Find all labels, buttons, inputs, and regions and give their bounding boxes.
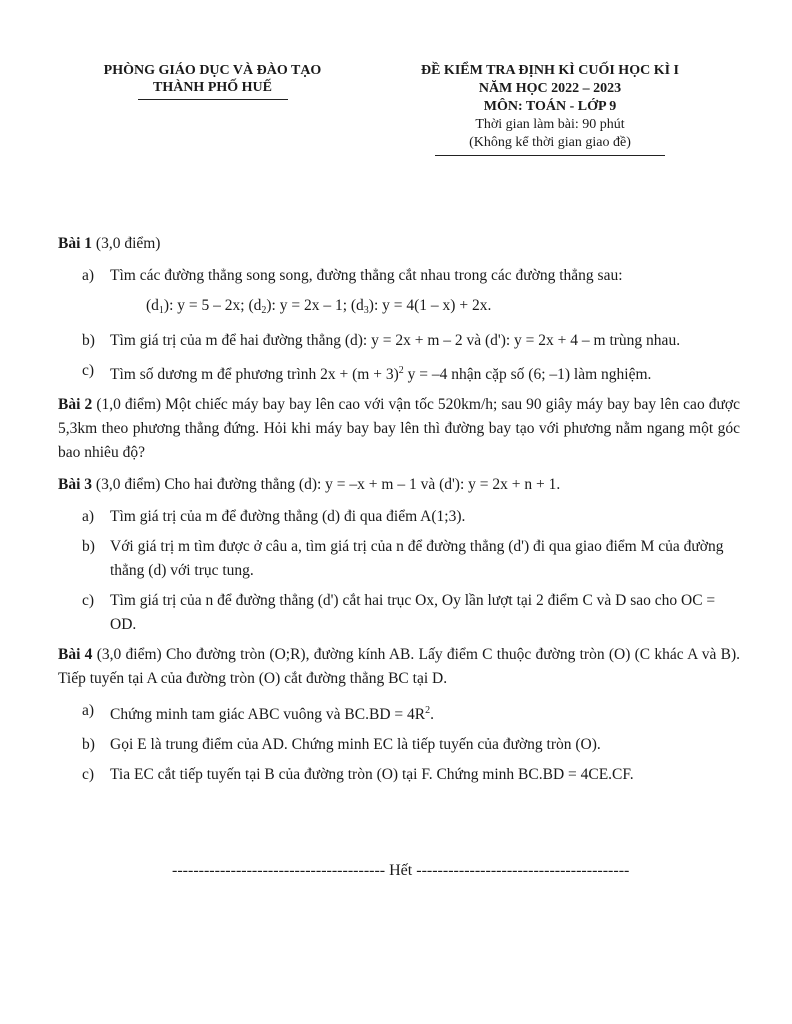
item-label: b) bbox=[82, 736, 95, 753]
problem-4a-text-end: . bbox=[430, 706, 434, 723]
problem-4c-text: Tia EC cắt tiếp tuyến tại B của đường tròn (O) tại F. Chứng minh BC.BD = 4CE.CF. bbox=[110, 766, 634, 783]
problem-1a-text: Tìm các đường thẳng song song, đường thẳng cắt nhau trong các đường thẳng sau: bbox=[110, 267, 623, 284]
problem-3b-text: Với giá trị m tìm được ở câu a, tìm giá trị của n để đường thẳng (d') đi qua giao điểm M của đường thẳng (d) với trục tung. bbox=[110, 538, 724, 579]
item-label: a) bbox=[82, 508, 95, 525]
problem-4b bbox=[58, 733, 740, 757]
problem-3a bbox=[58, 505, 740, 529]
item-label: b) bbox=[82, 332, 95, 349]
problem-4 bbox=[58, 643, 740, 691]
problem-1 bbox=[58, 232, 740, 256]
school-header bbox=[70, 62, 355, 100]
problem-2-text: (1,0 điểm) Một chiếc máy bay bay lên cao với vận tốc 520km/h; sau 90 giây máy bay bay lên cao được 5,3km theo phương thẳng đứng. Hỏi khi máy bay bay lên thì đường bay tạo với phương nằm ngang một góc bao nhiêu độ? bbox=[58, 396, 740, 461]
problem-4b-text: Gọi E là trung điểm của AD. Chứng minh EC là tiếp tuyến của đường tròn (O). bbox=[110, 736, 601, 753]
dash-line-right: ---------------------------------------- bbox=[416, 862, 630, 879]
problem-3c-text: Tìm giá trị của n để đường thẳng (d') cắt hai trục Ox, Oy lần lượt tại 2 điểm C và D sao cho OC = OD. bbox=[110, 592, 716, 633]
problem-1a-equations bbox=[58, 294, 740, 323]
problem-1-title: Bài 1 bbox=[58, 235, 93, 252]
end-marker bbox=[172, 862, 630, 880]
exam-header bbox=[390, 62, 710, 156]
exam-content bbox=[58, 232, 740, 793]
school-year: NĂM HỌC 2022 – 2023 bbox=[478, 81, 622, 96]
eq-subscript: 2 bbox=[261, 305, 267, 316]
time-note: (Không kể thời gian giao đề) bbox=[469, 135, 631, 150]
item-label: b) bbox=[82, 538, 95, 555]
time-limit: Thời gian làm bài: 90 phút bbox=[475, 117, 625, 132]
problem-1c bbox=[58, 359, 740, 387]
problem-4c bbox=[58, 763, 740, 787]
problem-4-title: Bài 4 bbox=[58, 646, 93, 663]
problem-3-text: (3,0 điểm) Cho hai đường thẳng (d): y = –x + m – 1 và (d'): y = 2x + n + 1. bbox=[95, 476, 561, 493]
problem-4a bbox=[58, 699, 740, 727]
problem-1b bbox=[58, 329, 740, 353]
problem-3b bbox=[58, 535, 740, 583]
problem-2 bbox=[58, 393, 740, 465]
problem-3a-text: Tìm giá trị của m để đường thẳng (d) đi qua điểm A(1;3). bbox=[110, 508, 466, 525]
item-label: a) bbox=[82, 267, 95, 284]
eq-text: ): y = 2x – 1; (d bbox=[266, 297, 364, 314]
end-text: Hết bbox=[385, 862, 417, 879]
eq-text: ): y = 4(1 – x) + 2x. bbox=[368, 297, 492, 314]
header-left-underline bbox=[138, 99, 288, 100]
eq-text: ): y = 5 – 2x; (d bbox=[163, 297, 262, 314]
problem-3 bbox=[58, 473, 740, 497]
problem-4-text: (3,0 điểm) Cho đường tròn (O;R), đường kính AB. Lấy điểm C thuộc đường tròn (O) (C khác A và B). Tiếp tuyến tại A của đường tròn (O) cắt đường thẳng BC tại D. bbox=[58, 646, 740, 687]
dash-line-left: ---------------------------------------- bbox=[172, 862, 386, 879]
problem-2-title: Bài 2 bbox=[58, 396, 93, 413]
eq-subscript: 1 bbox=[158, 305, 164, 316]
problem-1c-text: Tìm số dương m để phương trình 2x + (m + 3) bbox=[110, 366, 399, 383]
item-label: c) bbox=[82, 362, 95, 379]
problem-1b-text: Tìm giá trị của m để hai đường thẳng (d): y = 2x + m – 2 và (d'): y = 2x + 4 – m trùng nhau. bbox=[110, 332, 681, 349]
eq-subscript: 3 bbox=[363, 305, 369, 316]
item-label: c) bbox=[82, 592, 95, 609]
problem-3-title: Bài 3 bbox=[58, 476, 93, 493]
city-name: THÀNH PHỐ HUẾ bbox=[152, 80, 272, 95]
exponent: 2 bbox=[398, 365, 404, 376]
exam-title: ĐỀ KIỂM TRA ĐỊNH KÌ CUỐI HỌC KÌ I bbox=[420, 63, 679, 78]
item-label: a) bbox=[82, 702, 95, 719]
problem-1a bbox=[58, 264, 740, 288]
header-right-underline bbox=[435, 155, 665, 156]
exponent: 2 bbox=[425, 705, 431, 716]
problem-4a-text: Chứng minh tam giác ABC vuông và BC.BD = 4R bbox=[110, 706, 426, 723]
eq-text: (d bbox=[146, 297, 159, 314]
problem-3c bbox=[58, 589, 740, 637]
department-name: PHÒNG GIÁO DỤC VÀ ĐÀO TẠO bbox=[103, 63, 322, 78]
subject: MÔN: TOÁN - LỚP 9 bbox=[483, 99, 617, 114]
item-label: c) bbox=[82, 766, 95, 783]
problem-1-points: (3,0 điểm) bbox=[95, 235, 161, 252]
problem-1c-text-end: y = –4 nhận cặp số (6; –1) làm nghiệm. bbox=[403, 366, 652, 383]
